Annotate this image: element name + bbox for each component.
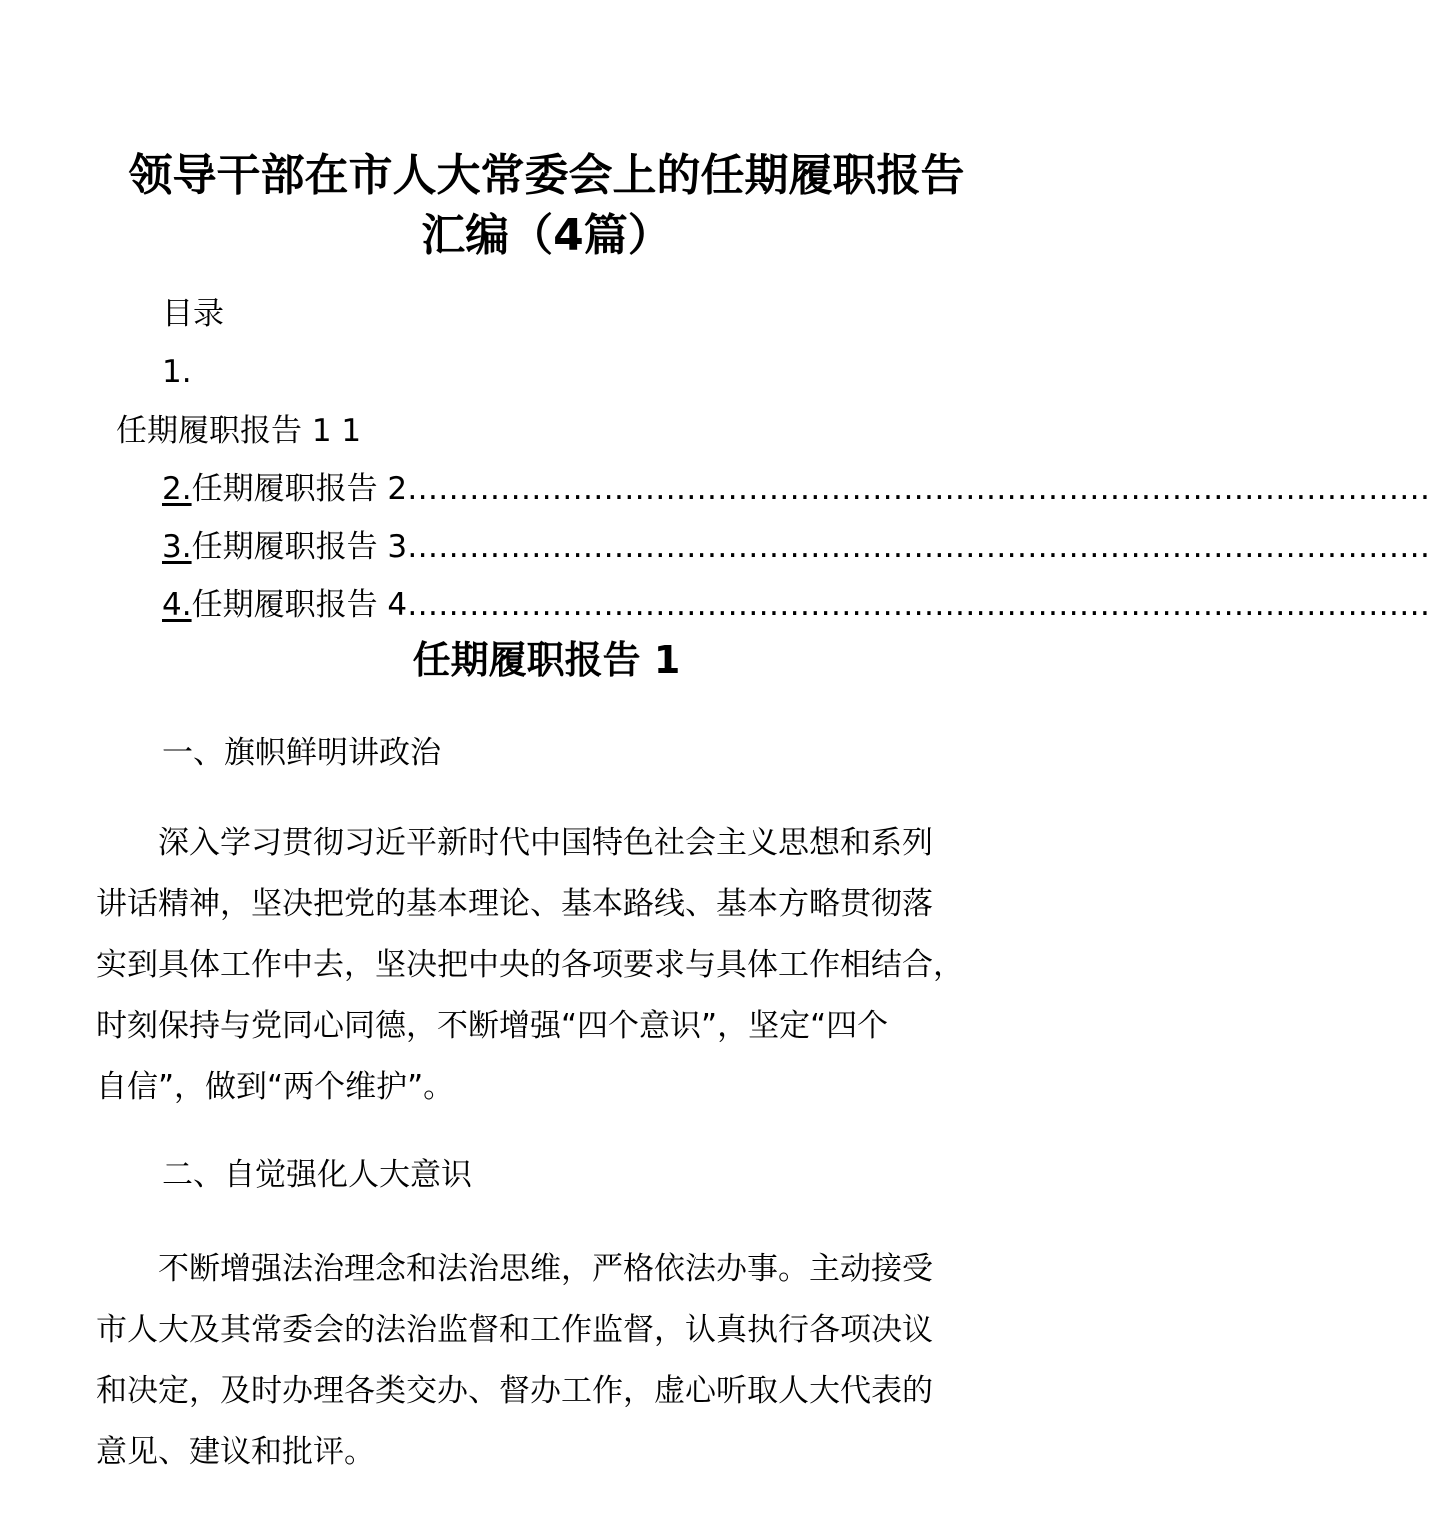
toc-label: 目录	[162, 296, 224, 332]
section-heading-2: 二、自觉强化人大意识	[162, 1157, 472, 1193]
paragraph-1-line-5: 自信”，做到“两个维护”。	[96, 1069, 455, 1105]
toc-item-2-leader: ………………………………………………………………………………………	[407, 471, 1430, 507]
document-title-line-2: 汇编（4篇）	[421, 210, 672, 261]
paragraph-1-line-3: 实到具体工作中去，坚决把中央的各项要求与具体工作相结合，	[96, 947, 964, 983]
paragraph-2	[96, 1239, 1036, 1483]
document-title-line-1: 领导干部在市人大常委会上的任期履职报告	[128, 150, 965, 201]
toc-item-3[interactable]	[162, 527, 1430, 567]
paragraph-1-line-1: 深入学习贯彻习近平新时代中国特色社会主义思想和系列	[96, 825, 933, 861]
toc-item-2-number[interactable]: 2.	[162, 471, 192, 507]
toc-item-1-text: 任期履职报告 1 1	[116, 413, 362, 449]
paragraph-1-line-2: 讲话精神，坚决把党的基本理论、基本路线、基本方略贯彻落	[96, 886, 933, 922]
paragraph-2-line-3: 和决定，及时办理各类交办、督办工作，虚心听取人大代表的	[96, 1373, 933, 1409]
toc-item-4-leader: ………………………………………………………………………………………	[407, 587, 1430, 623]
toc-item-4-number[interactable]: 4.	[162, 587, 192, 623]
paragraph-2-line-4: 意见、建议和批评。	[96, 1434, 375, 1470]
toc-item-3-leader: ………………………………………………………………………………………	[407, 529, 1430, 565]
toc-item-1-number: 1.	[162, 354, 192, 390]
paragraph-1	[96, 813, 1036, 1118]
paragraph-2-line-2: 市人大及其常委会的法治监督和工作监督，认真执行各项决议	[96, 1312, 933, 1348]
section-heading-1: 一、旗帜鲜明讲政治	[162, 735, 441, 771]
toc-item-3-text[interactable]: 任期履职报告 3	[191, 529, 408, 565]
toc-item-3-number[interactable]: 3.	[162, 529, 192, 565]
section-title: 任期履职报告 1	[412, 638, 681, 682]
toc-item-4-text[interactable]: 任期履职报告 4	[191, 587, 408, 623]
toc-item-4[interactable]	[162, 585, 1430, 625]
paragraph-2-line-1: 不断增强法治理念和法治思维，严格依法办事。主动接受	[96, 1251, 933, 1287]
paragraph-1-line-4: 时刻保持与党同心同德，不断增强“四个意识”，坚定“四个	[96, 1008, 889, 1044]
toc-item-2[interactable]	[162, 469, 1430, 509]
toc-item-2-text[interactable]: 任期履职报告 2	[191, 471, 408, 507]
